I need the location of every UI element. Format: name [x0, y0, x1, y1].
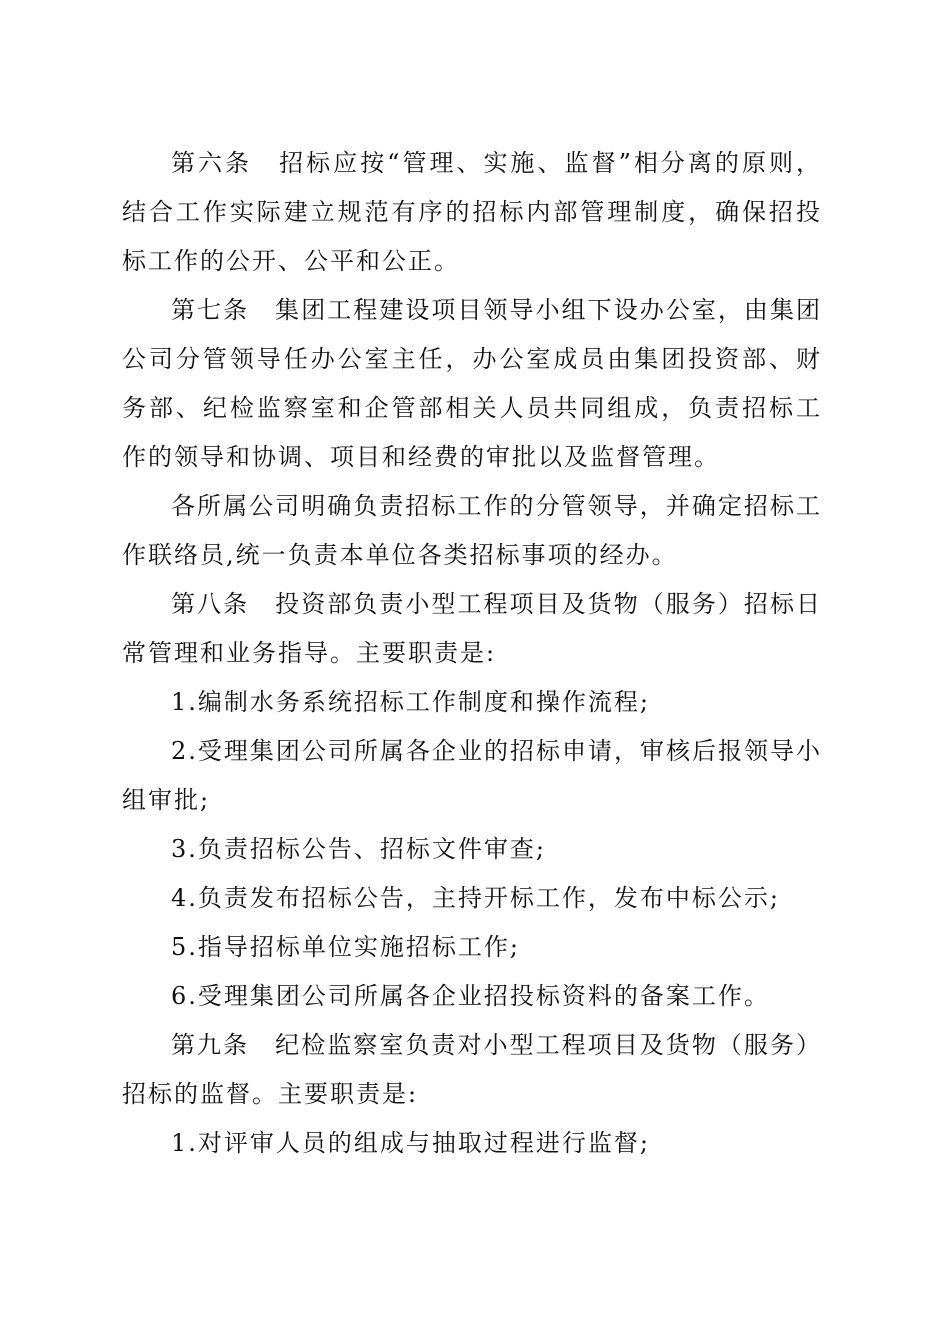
article-7-paragraph: 第七条 集团工程建设项目领导小组下设办公室，由集团公司分管领导任办公室主任，办公室成员由集团投资部、财务部、纪检监察室和企管部相关人员共同组成，负责招标工作的领导和协调、项目和经费的审批以及监督管理。: [122, 296, 822, 471]
article-8-item-5: 5.指导招标单位实施招标工作;: [171, 933, 520, 961]
document-body: [122, 139, 822, 1168]
article-8-item-4: 4.负责发布招标公告，主持开标工作，发布中标公示;: [171, 884, 780, 912]
article-6-paragraph: 第六条 招标应按“管理、实施、监督”相分离的原则，结合工作实际建立规范有序的招标内部管理制度，确保招投标工作的公开、公平和公正。: [122, 149, 822, 275]
article-8-item-6: 6.受理集团公司所属各企业招投标资料的备案工作。: [171, 982, 770, 1010]
subsidiary-paragraph: 各所属公司明确负责招标工作的分管领导，并确定招标工作联络员,统一负责本单位各类招标事项的经办。: [122, 492, 822, 569]
article-9-paragraph: 第九条 纪检监察室负责对小型工程项目及货物（服务）招标的监督。主要职责是:: [122, 1031, 822, 1108]
article-8-paragraph: 第八条 投资部负责小型工程项目及货物（服务）招标日常管理和业务指导。主要职责是:: [122, 590, 822, 667]
article-8-item-2: 2.受理集团公司所属各企业的招标申请，审核后报领导小组审批;: [122, 737, 822, 814]
article-8-item-3: 3.负责招标公告、招标文件审查;: [171, 835, 546, 863]
article-8-item-1: 1.编制水务系统招标工作制度和操作流程;: [171, 688, 650, 716]
article-9-item-1: 1.对评审人员的组成与抽取过程进行监督;: [171, 1129, 650, 1157]
